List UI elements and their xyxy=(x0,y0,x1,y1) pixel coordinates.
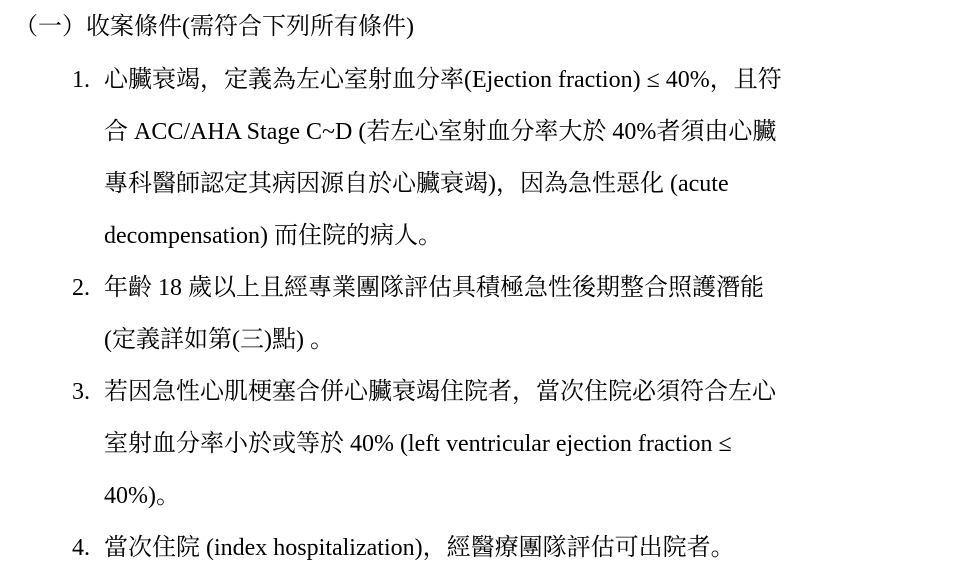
item-line: 40%)。 xyxy=(104,483,180,509)
item-line: 室射血分率小於或等於 40% (left ventricular ejection fraction ≤ xyxy=(104,431,732,457)
section-heading: （一）收案條件(需符合下列所有條件) xyxy=(14,14,414,40)
item-line: 當次住院 (index hospitalization)，經醫療團隊評估可出院者。 xyxy=(104,535,735,561)
item-line: 若因急性心肌梗塞合併心臟衰竭住院者，當次住院必須符合左心 xyxy=(104,379,776,405)
criteria-item-3 xyxy=(72,366,902,522)
item-number: 4. xyxy=(72,535,90,561)
item-number: 1. xyxy=(72,67,90,93)
criteria-item-1 xyxy=(72,54,902,262)
item-line: 年齡 18 歲以上且經專業團隊評估具積極急性後期整合照護潛能 xyxy=(104,275,764,301)
criteria-item-4 xyxy=(72,522,902,574)
item-number: 2. xyxy=(72,275,90,301)
item-line: decompensation) 而住院的病人。 xyxy=(104,223,442,249)
criteria-item-2 xyxy=(72,262,902,366)
item-line: 合 ACC/AHA Stage C~D (若左心室射血分率大於 40%者須由心臟 xyxy=(104,119,777,145)
item-text xyxy=(104,366,902,522)
item-number: 3. xyxy=(72,379,90,405)
item-line: 心臟衰竭，定義為左心室射血分率(Ejection fraction) ≤ 40%，且符 xyxy=(104,67,782,93)
item-line: 專科醫師認定其病因源自於心臟衰竭)，因為急性惡化 (acute xyxy=(104,171,729,197)
item-text xyxy=(104,522,902,574)
item-text xyxy=(104,54,902,262)
item-text xyxy=(104,262,902,366)
item-line: (定義詳如第(三)點) 。 xyxy=(104,327,334,353)
